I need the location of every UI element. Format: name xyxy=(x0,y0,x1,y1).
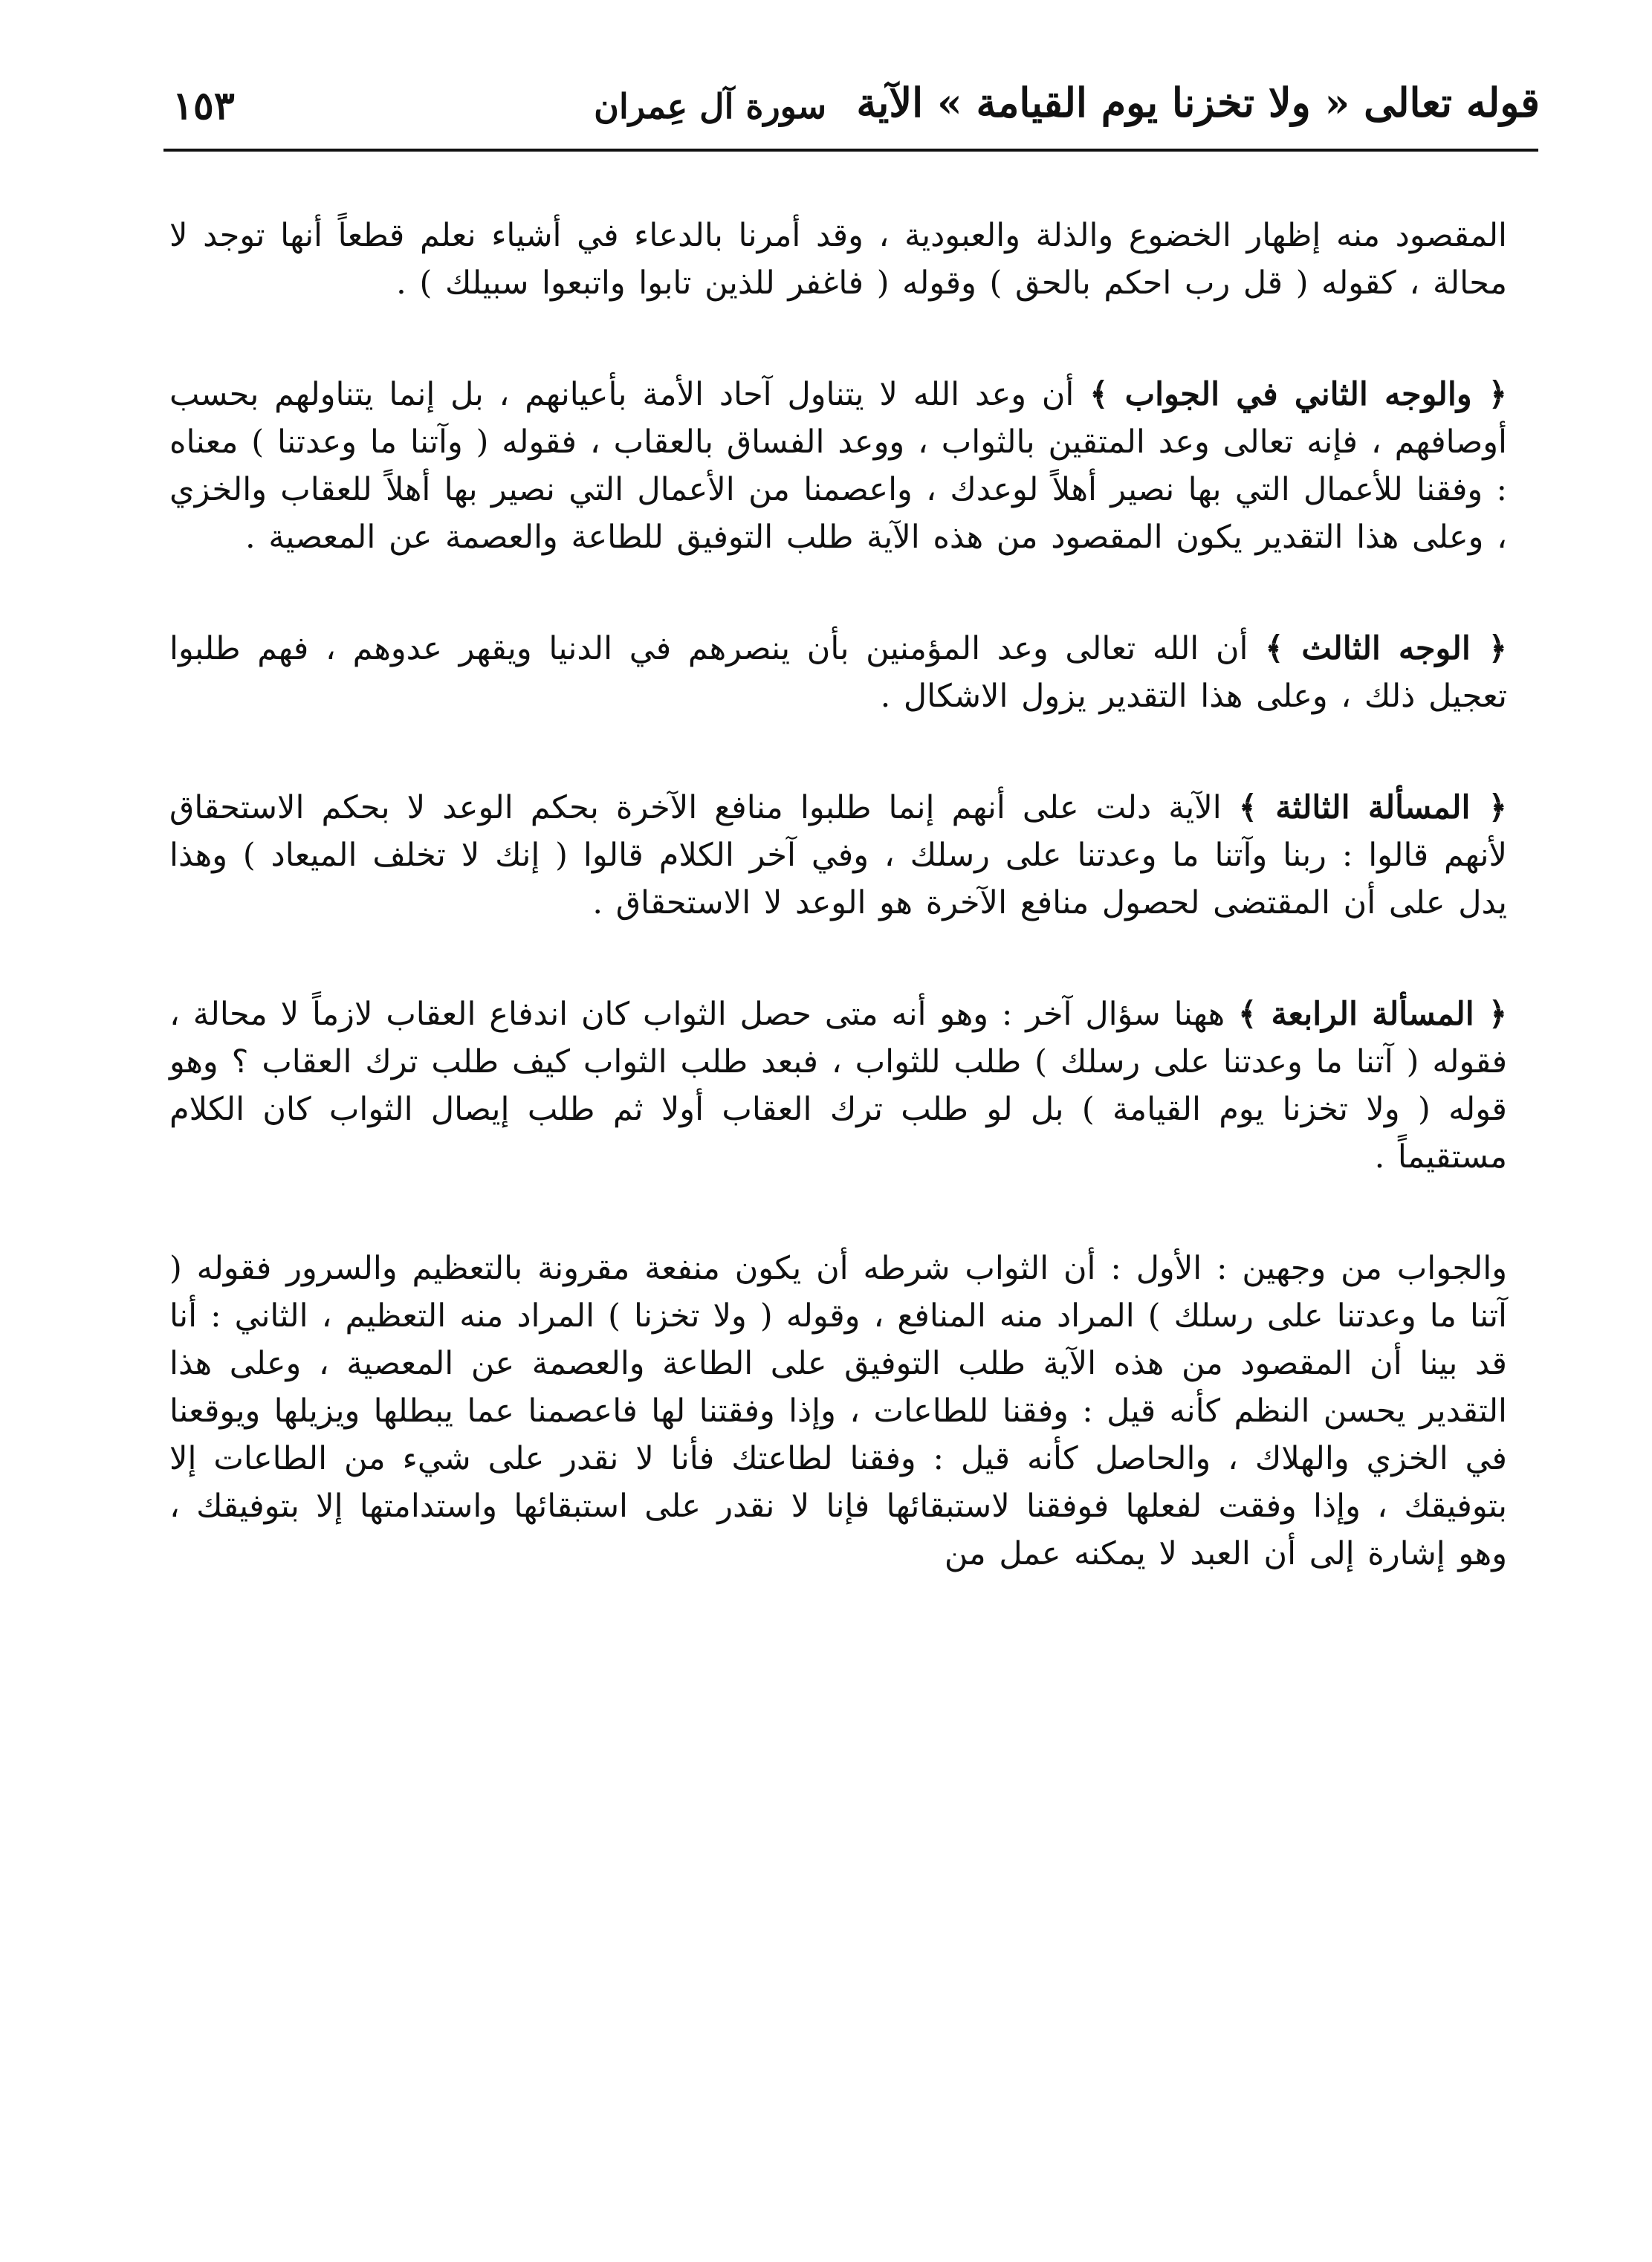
section-heading: ﴿ الوجه الثالث ﴾ xyxy=(1265,630,1507,667)
section-heading: ﴿ المسألة الرابعة ﴾ xyxy=(1238,996,1508,1033)
paragraph-2 xyxy=(169,371,1507,561)
paragraph-6 xyxy=(169,1245,1507,1578)
running-title: قوله تعالى « ولا تخزنا يوم القيامة » الآية xyxy=(856,79,1540,126)
page-number: ١٥٣ xyxy=(172,83,235,129)
paragraph-text: الآية دلت على أنهم إنما طلبوا منافع الآخرة بحكم الوعد لا بحكم الاستحقاق لأنهم قالوا : ربنا وآتنا ما وعدتنا على رسلك ، وفي آخر الكلام قالوا ( إنك لا تخلف الميعاد ) وهذا يدل على أن المقتضى لحصول منافع الآخرة هو الوعد لا الاستحقاق . xyxy=(169,789,1507,921)
paragraph-text: أن الله تعالى وعد المؤمنين بأن ينصرهم في الدنيا ويقهر عدوهم ، فهم طلبوا تعجيل ذلك ، وعلى هذا التقدير يزول الاشكال . xyxy=(169,630,1507,715)
section-heading: ﴿ المسألة الثالثة ﴾ xyxy=(1238,789,1507,826)
paragraph-5 xyxy=(169,991,1507,1181)
section-heading: ﴿ والوجه الثاني في الجواب ﴾ xyxy=(1089,376,1507,413)
paragraph-text: المقصود منه إظهار الخضوع والذلة والعبودية ، وقد أمرنا بالدعاء في أشياء نعلم قطعاً أنها توجد لا محالة ، كقوله ( قل رب احكم بالحق ) وقوله ( فاغفر للذين تابوا واتبعوا سبيلك ) . xyxy=(169,217,1507,302)
paragraph-4 xyxy=(169,784,1507,927)
paragraph-text: أن وعد الله لا يتناول آحاد الأمة بأعيانهم ، بل إنما يتناولهم بحسب أوصافهم ، فإنه تعالى وعد المتقين بالثواب ، ووعد الفساق بالعقاب ، فقوله ( وآتنا ما وعدتنا ) معناه : وفقنا للأعمال التي بها نصير أهلاً لوعدك ، واعصمنا من الأعمال التي نصير بها أهلاً للعقاب والخزي ، وعلى هذا التقدير يكون المقصود من هذه الآية طلب التوفيق للطاعة والعصمة عن المعصية . xyxy=(169,376,1507,556)
paragraph-text: ههنا سؤال آخر : وهو أنه متى حصل الثواب كان اندفاع العقاب لازماً لا محالة ، فقوله ( آتنا ما وعدتنا على رسلك ) طلب للثواب ، فبعد طلب الثواب كيف طلب ترك العقاب ؟ وهو قوله ( ولا تخزنا يوم القيامة ) بل لو طلب ترك العقاب أولا ثم طلب إيصال الثواب كان الكلام مستقيماً . xyxy=(169,996,1507,1176)
paragraph-1 xyxy=(169,212,1507,307)
paragraph-text: والجواب من وجهين : الأول : أن الثواب شرطه أن يكون منفعة مقرونة بالتعظيم والسرور فقوله ( آتنا ما وعدتنا على رسلك ) المراد منه المنافع ، وقوله ( ولا تخزنا ) المراد منه التعظيم ، الثاني : أنا قد بينا أن المقصود من هذه الآية طلب التوفيق على الطاعة والعصمة عن المعصية ، وعلى هذا التقدير يحسن النظم كأنه قيل : وفقنا للطاعات ، وإذا وفقتنا لها فاعصمنا عما يبطلها ويزيلها ويوقعنا في الخزي والهلاك ، والحاصل كأنه قيل : وفقنا لطاعتك فأنا لا نقدر على شيء من الطاعات إلا بتوفيقك ، وإذا وفقت لفعلها فوفقنا لاستبقائها فإنا لا نقدر على استبقائها واستدامتها إلا بتوفيقك ، وهو إشارة إلى أن العبد لا يمكنه عمل من xyxy=(169,1250,1507,1572)
body-text xyxy=(169,212,1507,1578)
page-header xyxy=(172,65,1540,147)
paragraph-3 xyxy=(169,625,1507,720)
header-rule xyxy=(163,149,1538,152)
sura-name: سورة آل عِمران xyxy=(594,86,826,126)
